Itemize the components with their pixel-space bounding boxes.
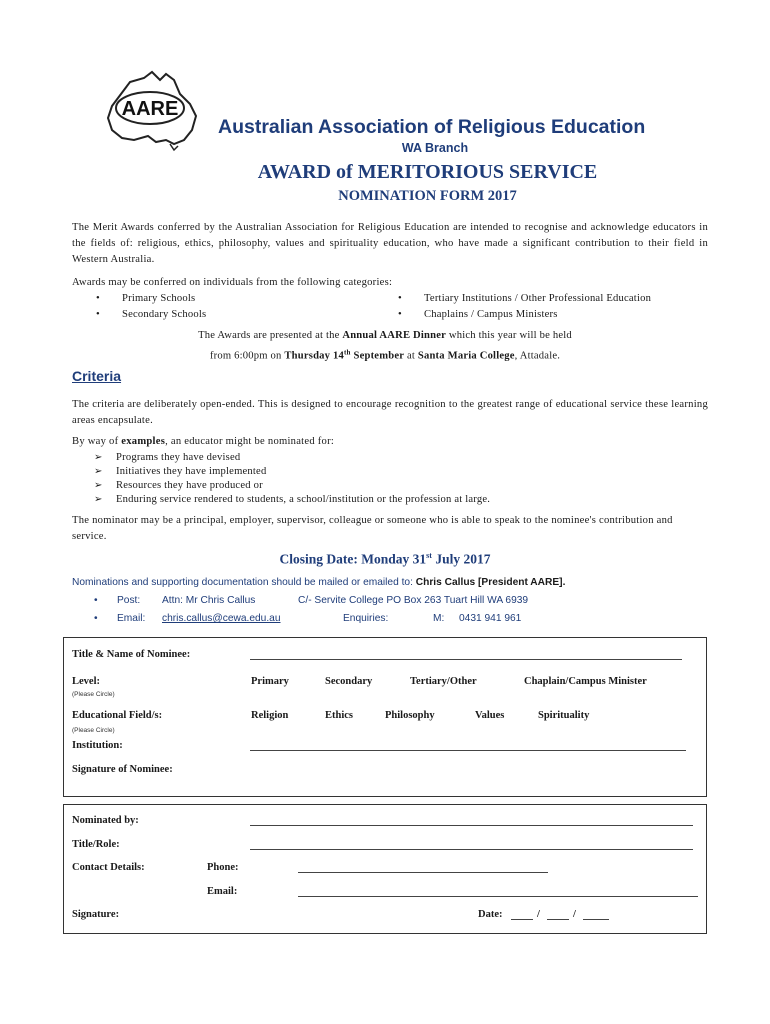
dinner-line-1: The Awards are presented at the Annual AARE Dinner which this year will be held — [198, 330, 572, 341]
enquiries-label: Enquiries: — [343, 613, 389, 624]
form-title: NOMINATION FORM 2017 — [338, 188, 517, 204]
nominator-paragraph: The nominator may be a principal, employer, supervisor, colleague or someone who is able to speak to the nominee's contribution and service. — [72, 515, 673, 542]
branch-subtitle: WA Branch — [401, 141, 469, 155]
date-month-field[interactable] — [547, 919, 569, 920]
level-option-primary[interactable]: Primary — [251, 676, 289, 687]
email-label: Email: — [117, 613, 146, 624]
fields-label: Educational Field/s: — [72, 710, 163, 721]
list-item: • Chaplains / Campus Ministers — [398, 307, 651, 323]
institution-field[interactable] — [250, 750, 686, 751]
field-option-philosophy[interactable]: Philosophy — [385, 710, 435, 721]
categories-right-list — [398, 291, 651, 322]
org-title: Australian Association of Religious Education — [218, 116, 646, 138]
nominator-email-label: Email: — [207, 886, 238, 897]
phone-field[interactable] — [298, 872, 548, 873]
dinner-line-2: from 6:00pm on Thursday 14th September at Santa Maria College, Attadale. — [209, 348, 561, 362]
email-link[interactable]: chris.callus@cewa.edu.au — [162, 613, 281, 624]
send-instructions: Nominations and supporting documentation should be mailed or emailed to: Chris Callus [President AARE]. — [72, 577, 566, 588]
mobile-value: 0431 941 961 — [459, 613, 522, 624]
aare-logo — [100, 68, 204, 152]
date-year-field[interactable] — [583, 919, 609, 920]
level-option-secondary[interactable]: Secondary — [325, 676, 373, 687]
phone-label: Phone: — [207, 862, 239, 873]
nominator-email-field[interactable] — [298, 896, 698, 897]
categories-left-list — [96, 291, 206, 322]
level-label: Level: — [72, 676, 100, 687]
email-bullet-icon: • — [94, 613, 98, 624]
date-day-field[interactable] — [511, 919, 533, 920]
contact-details-label: Contact Details: — [72, 862, 145, 873]
post-attn: Attn: Mr Chris Callus — [162, 595, 256, 606]
list-item: • Primary Schools — [96, 291, 206, 307]
title-name-label: Title & Name of Nominee: — [72, 649, 191, 660]
post-bullet-icon: • — [94, 595, 98, 606]
post-address: C/- Servite College PO Box 263 Tuart Hill WA 6939 — [298, 595, 529, 606]
arrow-bullet-icon: ➢ — [94, 480, 103, 491]
date-label: Date: — [478, 909, 503, 920]
title-role-field[interactable] — [250, 849, 693, 850]
list-item: ➢ Enduring service rendered to students, a school/institution or the profession at large. — [94, 494, 491, 505]
criteria-heading: Criteria — [72, 368, 122, 384]
nominated-by-label: Nominated by: — [72, 815, 139, 826]
criteria-paragraph: The criteria are deliberately open-ended. This is designed to encourage recognition to the greatest range of educational service these learning areas encapsulate. — [72, 399, 708, 426]
examples-list — [94, 451, 490, 507]
field-option-spirituality[interactable]: Spirituality — [538, 710, 590, 721]
examples-lead: By way of examples, an educator might be nominated for: — [72, 436, 335, 447]
institution-label: Institution: — [72, 740, 123, 751]
date-separator-1: / — [537, 909, 540, 920]
title-name-field[interactable] — [250, 659, 682, 660]
nominator-section — [63, 804, 707, 934]
bullet-icon: • — [398, 293, 402, 304]
nominator-signature-label: Signature: — [72, 909, 120, 920]
closing-date: Closing Date: Monday 31st July 2017 — [279, 551, 491, 567]
nominated-by-field[interactable] — [250, 825, 693, 826]
nominee-signature-label: Signature of Nominee: — [72, 764, 173, 775]
list-item: • Secondary Schools — [96, 307, 206, 323]
post-label: Post: — [117, 595, 141, 606]
list-item: • Tertiary Institutions / Other Professional Education — [398, 291, 651, 307]
award-title: AWARD of MERITORIOUS SERVICE — [257, 161, 598, 183]
mobile-label: M: — [433, 613, 445, 624]
bullet-icon: • — [96, 308, 100, 320]
fields-please-circle: (Please Circle) — [72, 727, 115, 734]
level-option-chaplain[interactable]: Chaplain/Campus Minister — [524, 676, 647, 687]
intro-paragraph: The Merit Awards conferred by the Australian Association for Religious Education are intended to recognise and acknowledge educators in the fields of: religious, ethics, philosophy, values and spirituality education, who have made a significant contribution to their field in Western Australia. — [72, 222, 708, 265]
australia-map-icon — [100, 68, 204, 152]
logo-text: AARE — [121, 98, 179, 120]
date-separator-2: / — [573, 909, 576, 920]
categories-lead: Awards may be conferred on individuals from the following categories: — [72, 277, 393, 288]
bullet-icon: • — [398, 308, 402, 320]
field-option-ethics[interactable]: Ethics — [325, 710, 354, 721]
list-item: ➢ Resources they have produced or — [94, 480, 263, 491]
arrow-bullet-icon: ➢ — [94, 452, 103, 463]
bullet-icon: • — [96, 293, 100, 304]
arrow-bullet-icon: ➢ — [94, 466, 103, 477]
list-item: ➢ Initiatives they have implemented — [94, 466, 267, 477]
level-please-circle: (Please Circle) — [72, 691, 115, 698]
level-option-tertiary[interactable]: Tertiary/Other — [410, 676, 477, 687]
list-item: ➢ Programs they have devised — [94, 452, 241, 463]
arrow-bullet-icon: ➢ — [94, 494, 103, 505]
field-option-religion[interactable]: Religion — [251, 710, 289, 721]
title-role-label: Title/Role: — [72, 839, 120, 850]
field-option-values[interactable]: Values — [475, 710, 505, 721]
